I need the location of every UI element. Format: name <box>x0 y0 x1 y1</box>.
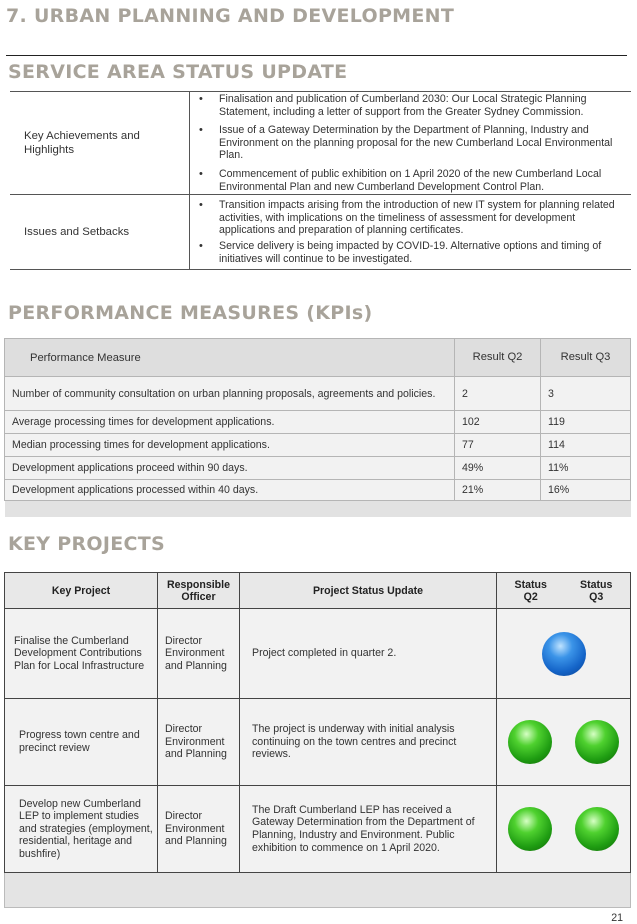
col-header-officer: Responsible Officer <box>158 573 240 609</box>
kpi-q3: 16% <box>541 480 631 501</box>
table-row <box>10 195 631 270</box>
status-update-heading: SERVICE AREA STATUS UPDATE <box>8 61 348 83</box>
project-status-cell <box>497 786 631 873</box>
kpi-q3: 114 <box>541 434 631 457</box>
row-label-achievements: Key Achievements and Highlights <box>10 92 190 195</box>
table-row <box>5 434 631 457</box>
table-header-row <box>5 573 631 609</box>
status-update-table <box>10 91 631 270</box>
green-orb-icon <box>575 720 619 764</box>
project-status-cell <box>497 609 631 699</box>
list-item: • Transition impacts arising from the introduction of new IT system for planning related activities, with implications on the timeliness of assessment for development applications and preparation of planning certificates. <box>219 199 626 237</box>
kpi-q2: 77 <box>455 434 541 457</box>
kpi-q3: 119 <box>541 411 631 434</box>
kpi-measure: Median processing times for development applications. <box>5 434 455 457</box>
col-header-status <box>497 573 631 609</box>
kpi-measure: Development applications processed within 40 days. <box>5 480 455 501</box>
kpi-measure: Average processing times for development applications. <box>5 411 455 434</box>
col-header-q3: Result Q3 <box>541 339 631 377</box>
table-row <box>5 480 631 501</box>
blue-orb-icon <box>542 632 586 676</box>
table-row <box>5 786 631 873</box>
kpi-q2: 2 <box>455 377 541 411</box>
project-name: Develop new Cumberland LEP to implement studies and strategies (employment, residential, heritage and bushfire) <box>5 786 158 873</box>
project-name: Finalise the Cumberland Development Contributions Plan for Local Infrastructure <box>5 609 158 699</box>
list-item: • Issue of a Gateway Determination by the Department of Planning, Industry and Environment on the planning proposal for the new Cumberland Local Environmental Plan. <box>219 124 626 162</box>
page-number: 21 <box>611 912 623 924</box>
project-update: The project is underway with initial analysis continuing on the town centres and precinct reviews. <box>240 699 497 786</box>
col-header-update: Project Status Update <box>240 573 497 609</box>
green-orb-icon <box>575 807 619 851</box>
list-item: • Finalisation and publication of Cumberland 2030: Our Local Strategic Planning Statement, including a letter of support from the Greater Sydney Commission. <box>219 93 626 118</box>
project-update: Project completed in quarter 2. <box>240 609 497 699</box>
project-officer: Director Environment and Planning <box>158 699 240 786</box>
kpi-measure: Number of community consultation on urban planning proposals, agreements and policies. <box>5 377 455 411</box>
col-header-q2: Result Q2 <box>455 339 541 377</box>
row-label-issues: Issues and Setbacks <box>10 195 190 270</box>
kpi-heading: PERFORMANCE MEASURES (KPIs) <box>8 302 373 324</box>
section-title: 7. URBAN PLANNING AND DEVELOPMENT <box>6 5 455 27</box>
table-row <box>10 92 631 195</box>
issues-cell <box>190 195 632 270</box>
projects-heading: KEY PROJECTS <box>8 533 166 555</box>
green-orb-icon <box>508 720 552 764</box>
section-divider <box>6 55 627 56</box>
kpi-q2: 21% <box>455 480 541 501</box>
achievements-list <box>191 93 630 193</box>
green-orb-icon <box>508 807 552 851</box>
table-header-row <box>5 339 631 377</box>
col-header-status-q2: Status Q2 <box>514 578 547 603</box>
table-row <box>5 699 631 786</box>
achievements-cell <box>190 92 632 195</box>
table-row <box>5 609 631 699</box>
issues-list <box>191 199 630 265</box>
kpi-q3: 3 <box>541 377 631 411</box>
col-header-project: Key Project <box>5 573 158 609</box>
project-status-cell <box>497 699 631 786</box>
kpi-q3: 11% <box>541 457 631 480</box>
project-name: Progress town centre and precinct review <box>5 699 158 786</box>
table-row <box>5 377 631 411</box>
table-row <box>5 411 631 434</box>
table-footer-row <box>5 501 631 518</box>
list-item: • Service delivery is being impacted by COVID-19. Alternative options and timing of initiatives will continue to be investigated. <box>219 240 626 265</box>
project-officer: Director Environment and Planning <box>158 786 240 873</box>
list-item: • Commencement of public exhibition on 1 April 2020 of the new Cumberland Local Environmental Plan and new Cumberland Development Control Plan. <box>219 168 626 193</box>
project-update: The Draft Cumberland LEP has received a Gateway Determination from the Department of Planning, Industry and Environment. Public exhibition to commence on 1 April 2020. <box>240 786 497 873</box>
project-officer: Director Environment and Planning <box>158 609 240 699</box>
kpi-q2: 49% <box>455 457 541 480</box>
table-footer-row <box>5 873 631 908</box>
kpi-table <box>4 338 631 517</box>
table-row <box>5 457 631 480</box>
projects-table <box>4 572 631 908</box>
kpi-measure: Development applications proceed within 90 days. <box>5 457 455 480</box>
col-header-status-q3: Status Q3 <box>580 578 613 603</box>
kpi-q2: 102 <box>455 411 541 434</box>
col-header-measure: Performance Measure <box>5 339 455 377</box>
